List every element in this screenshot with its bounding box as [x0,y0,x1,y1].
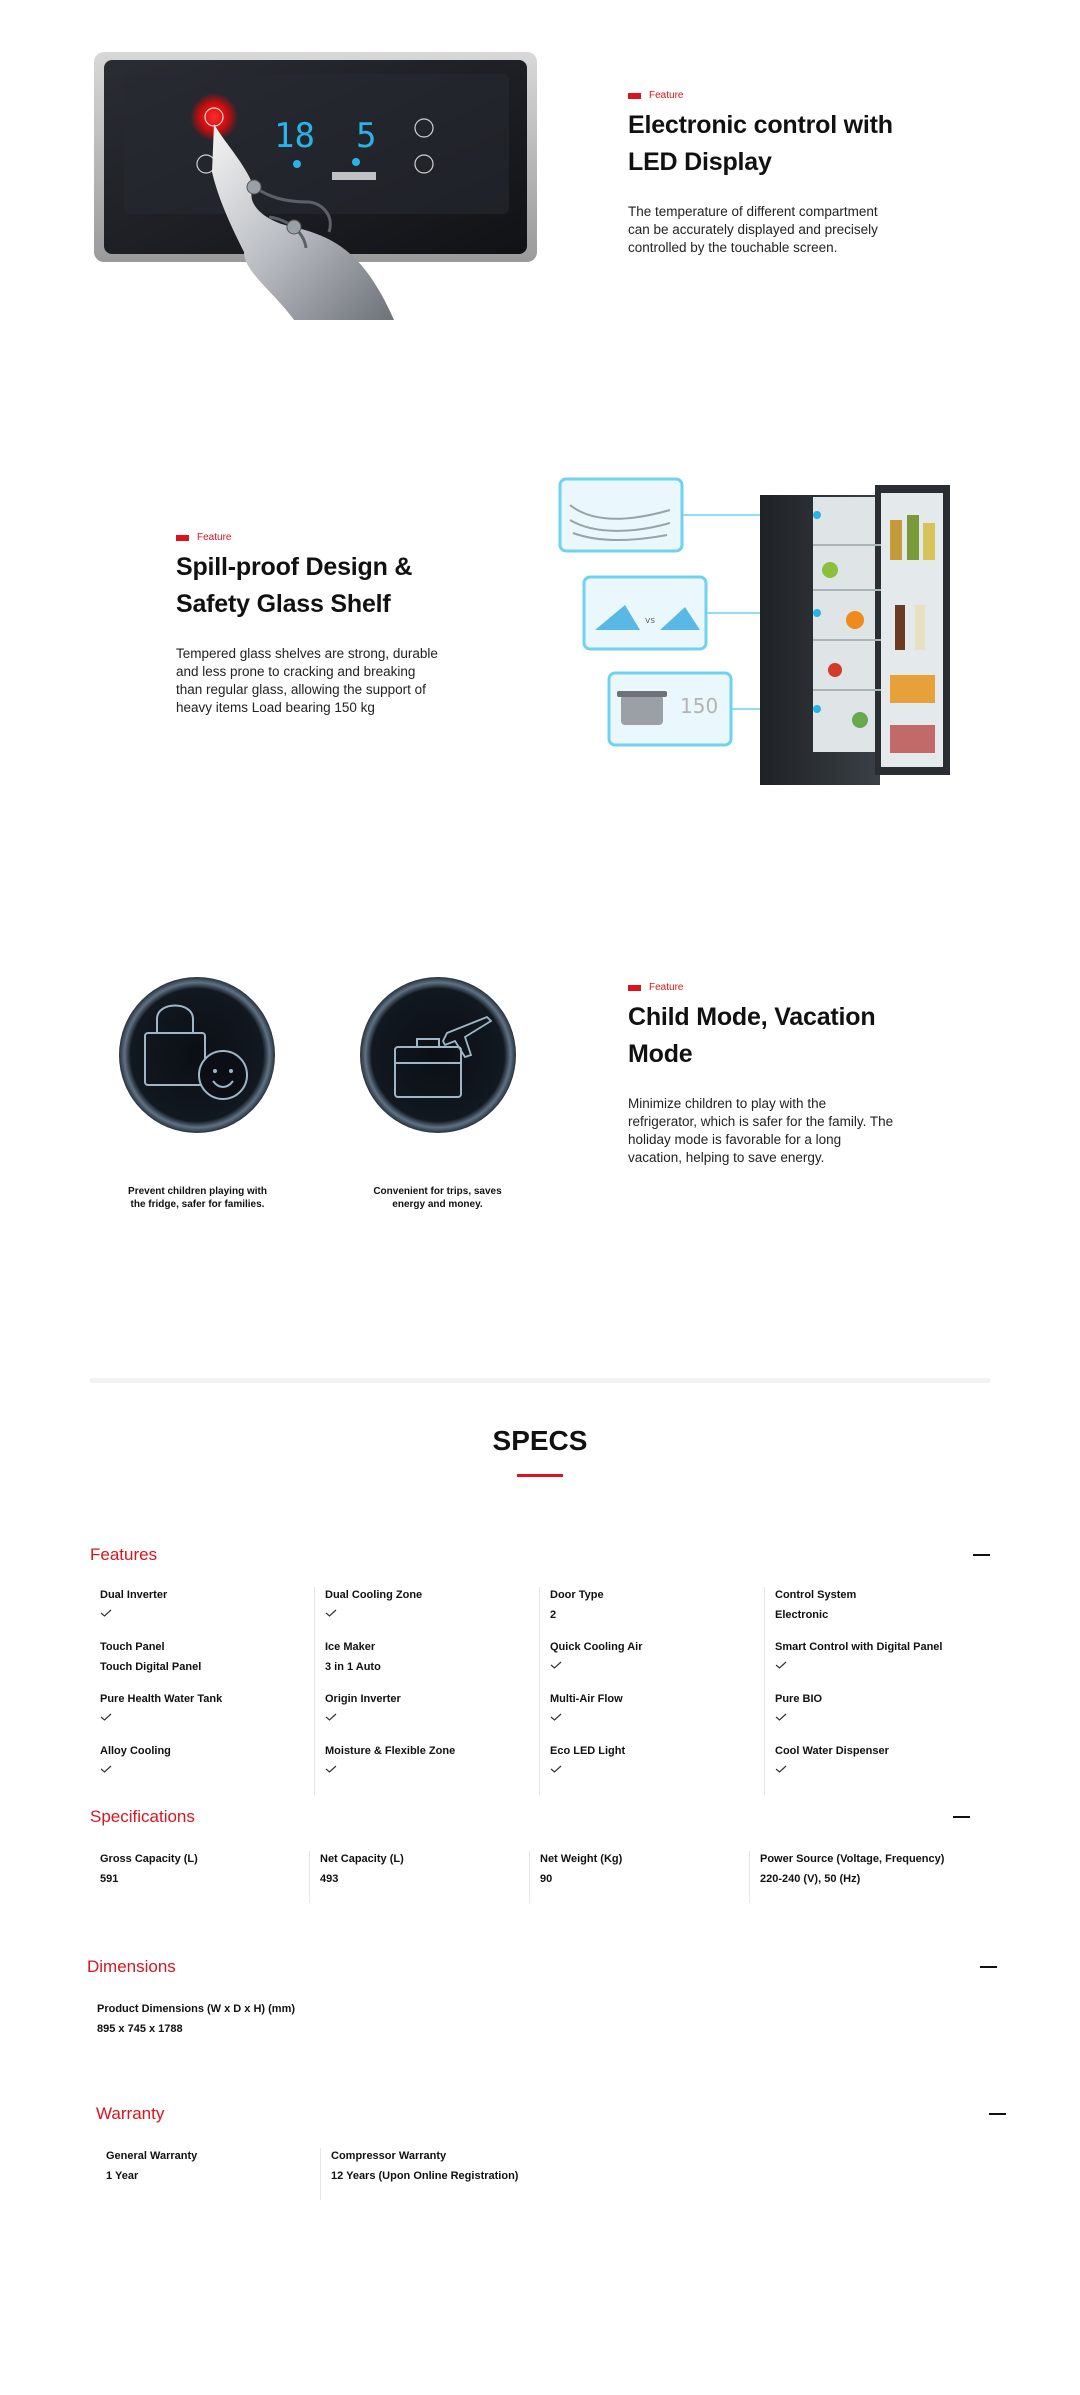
spec-value: 3 in 1 Auto [325,1661,381,1673]
spec-cell [750,1851,970,1903]
feature-tag: Feature [628,982,958,993]
led-control-panel-image [94,52,537,320]
feature-title: Child Mode, Vacation Mode [628,1003,876,1068]
features-section [90,1543,990,1795]
features-section-header[interactable] [90,1543,990,1567]
feature-tag: Feature [628,90,958,101]
spec-label: Eco LED Light [550,1745,626,1757]
spec-label: Quick Cooling Air [550,1641,643,1653]
features-row [90,1587,990,1639]
spec-label: Door Type [550,1589,604,1601]
features-row [90,1743,990,1795]
features-row [90,1691,990,1743]
specifications-section-title: Specifications [90,1807,195,1826]
dimensions-section [87,1955,997,2053]
warranty-grid [96,2148,1006,2200]
checkmark-icon [325,1713,337,1721]
checkmark-icon [325,1765,337,1773]
collapse-minus-icon[interactable] [980,1966,997,1968]
checkmark-icon [775,1713,787,1721]
dimensions-section-header[interactable] [87,1955,997,1979]
feature-tag: Feature [176,532,506,543]
load-150-label: 150 [680,694,719,718]
checkmark-icon [550,1661,562,1669]
feature-description: The temperature of different compartment can be accurately displayed and precisely controlled by the touchable screen. [628,204,878,255]
features-row [90,1639,990,1691]
spec-cell [540,1587,765,1639]
spec-cell [315,1691,540,1743]
feature-glass-shelf [176,532,506,717]
spec-cell [321,2148,546,2200]
spec-label: Compressor Warranty [331,2150,447,2162]
spec-label: Gross Capacity (L) [100,1853,198,1865]
spec-value: 1 Year [106,2170,139,2182]
spec-cell [315,1743,540,1795]
spec-cell [540,1691,765,1743]
collapse-minus-icon[interactable] [953,1816,970,1818]
spec-value: 493 [320,1873,339,1885]
spec-cell [87,2001,312,2053]
spec-cell [765,1743,990,1795]
vacation-mode-caption: Convenient for trips, saves energy and money. [373,1186,502,1210]
spec-label: Pure Health Water Tank [100,1693,223,1705]
left-temp-digit: 18 [274,116,315,156]
specs-underline [517,1474,563,1477]
spec-value: 12 Years (Upon Online Registration) [331,2170,519,2182]
spec-value: Electronic [775,1609,829,1621]
feature-title: Spill-proof Design & Safety Glass Shelf [176,553,413,618]
spec-cell [765,1587,990,1639]
warranty-section [96,2102,1006,2200]
dimensions-grid [87,2001,997,2053]
spec-value: Touch Digital Panel [100,1661,202,1673]
spec-value: 591 [100,1873,119,1885]
spec-label: Ice Maker [325,1641,376,1653]
spec-cell [90,1691,315,1743]
spec-label: Pure BIO [775,1693,823,1705]
specifications-section-header[interactable] [90,1805,970,1829]
spec-cell [90,1743,315,1795]
spec-cell [765,1691,990,1743]
spec-cell [90,1639,315,1691]
checkmark-icon [775,1661,787,1669]
feature-description: Minimize children to play with the refrigerator, which is safer for the family. The holiday mode is favorable for a long vacation, helping to save energy. [628,1096,894,1165]
spec-cell [90,1851,310,1903]
spec-label: Multi-Air Flow [550,1693,623,1705]
feature-led-display [628,90,958,257]
feature-child-vacation-mode [628,982,958,1167]
features-grid [90,1587,990,1795]
right-temp-digit: 5 [356,116,377,156]
child-vacation-mode-image [95,975,540,1215]
spec-label: Moisture & Flexible Zone [325,1745,456,1757]
warranty-section-title: Warranty [96,2104,165,2123]
spec-cell [90,1587,315,1639]
spec-label: Smart Control with Digital Panel [775,1641,943,1653]
spec-cell [96,2148,321,2200]
spec-label: Dual Cooling Zone [325,1589,423,1601]
spec-label: Alloy Cooling [100,1745,171,1757]
spec-cell [315,1639,540,1691]
checkmark-icon [550,1765,562,1773]
specifications-section [90,1805,970,1903]
spec-cell [530,1851,750,1903]
spec-label: Origin Inverter [325,1693,401,1705]
collapse-minus-icon[interactable] [989,2113,1006,2115]
spec-label: Power Source (Voltage, Frequency) [760,1853,945,1865]
spec-label: Dual Inverter [100,1589,168,1601]
svg-text:vs: vs [645,616,656,626]
spec-value: 220-240 (V), 50 (Hz) [760,1873,861,1885]
checkmark-icon [550,1713,562,1721]
spec-label: Cool Water Dispenser [775,1745,889,1757]
fridge-shelf-image [555,475,960,785]
specs-title: SPECS [492,1425,588,1456]
features-section-title: Features [90,1545,158,1564]
spec-label: General Warranty [106,2150,198,2162]
spec-value: 2 [550,1609,557,1621]
specifications-grid [90,1851,970,1903]
spec-cell [765,1639,990,1691]
spec-label: Control System [775,1589,857,1601]
spec-label: Net Capacity (L) [320,1853,404,1865]
warranty-section-header[interactable] [96,2102,1006,2126]
checkmark-icon [100,1713,112,1721]
checkmark-icon [100,1609,112,1617]
checkmark-icon [100,1765,112,1773]
dimensions-section-title: Dimensions [87,1957,176,1976]
spec-cell [315,1587,540,1639]
feature-title: Electronic control with LED Display [628,111,893,176]
collapse-minus-icon[interactable] [973,1554,990,1556]
spec-label: Product Dimensions (W x D x H) (mm) [97,2003,296,2015]
section-divider [90,1378,990,1383]
spec-value: 895 x 745 x 1788 [97,2023,183,2035]
checkmark-icon [775,1765,787,1773]
checkmark-icon [325,1609,337,1617]
feature-description: Tempered glass shelves are strong, durable and less prone to cracking and breaking than regular glass, allowing the support of heavy items Load bearing 150 kg [176,646,438,715]
spec-cell [540,1639,765,1691]
spec-value: 90 [540,1873,553,1885]
spec-label: Net Weight (Kg) [540,1853,623,1865]
spec-cell [310,1851,530,1903]
spec-label: Touch Panel [100,1641,165,1653]
spec-cell [540,1743,765,1795]
child-mode-caption: Prevent children playing with the fridge, safer for families. [128,1186,267,1210]
